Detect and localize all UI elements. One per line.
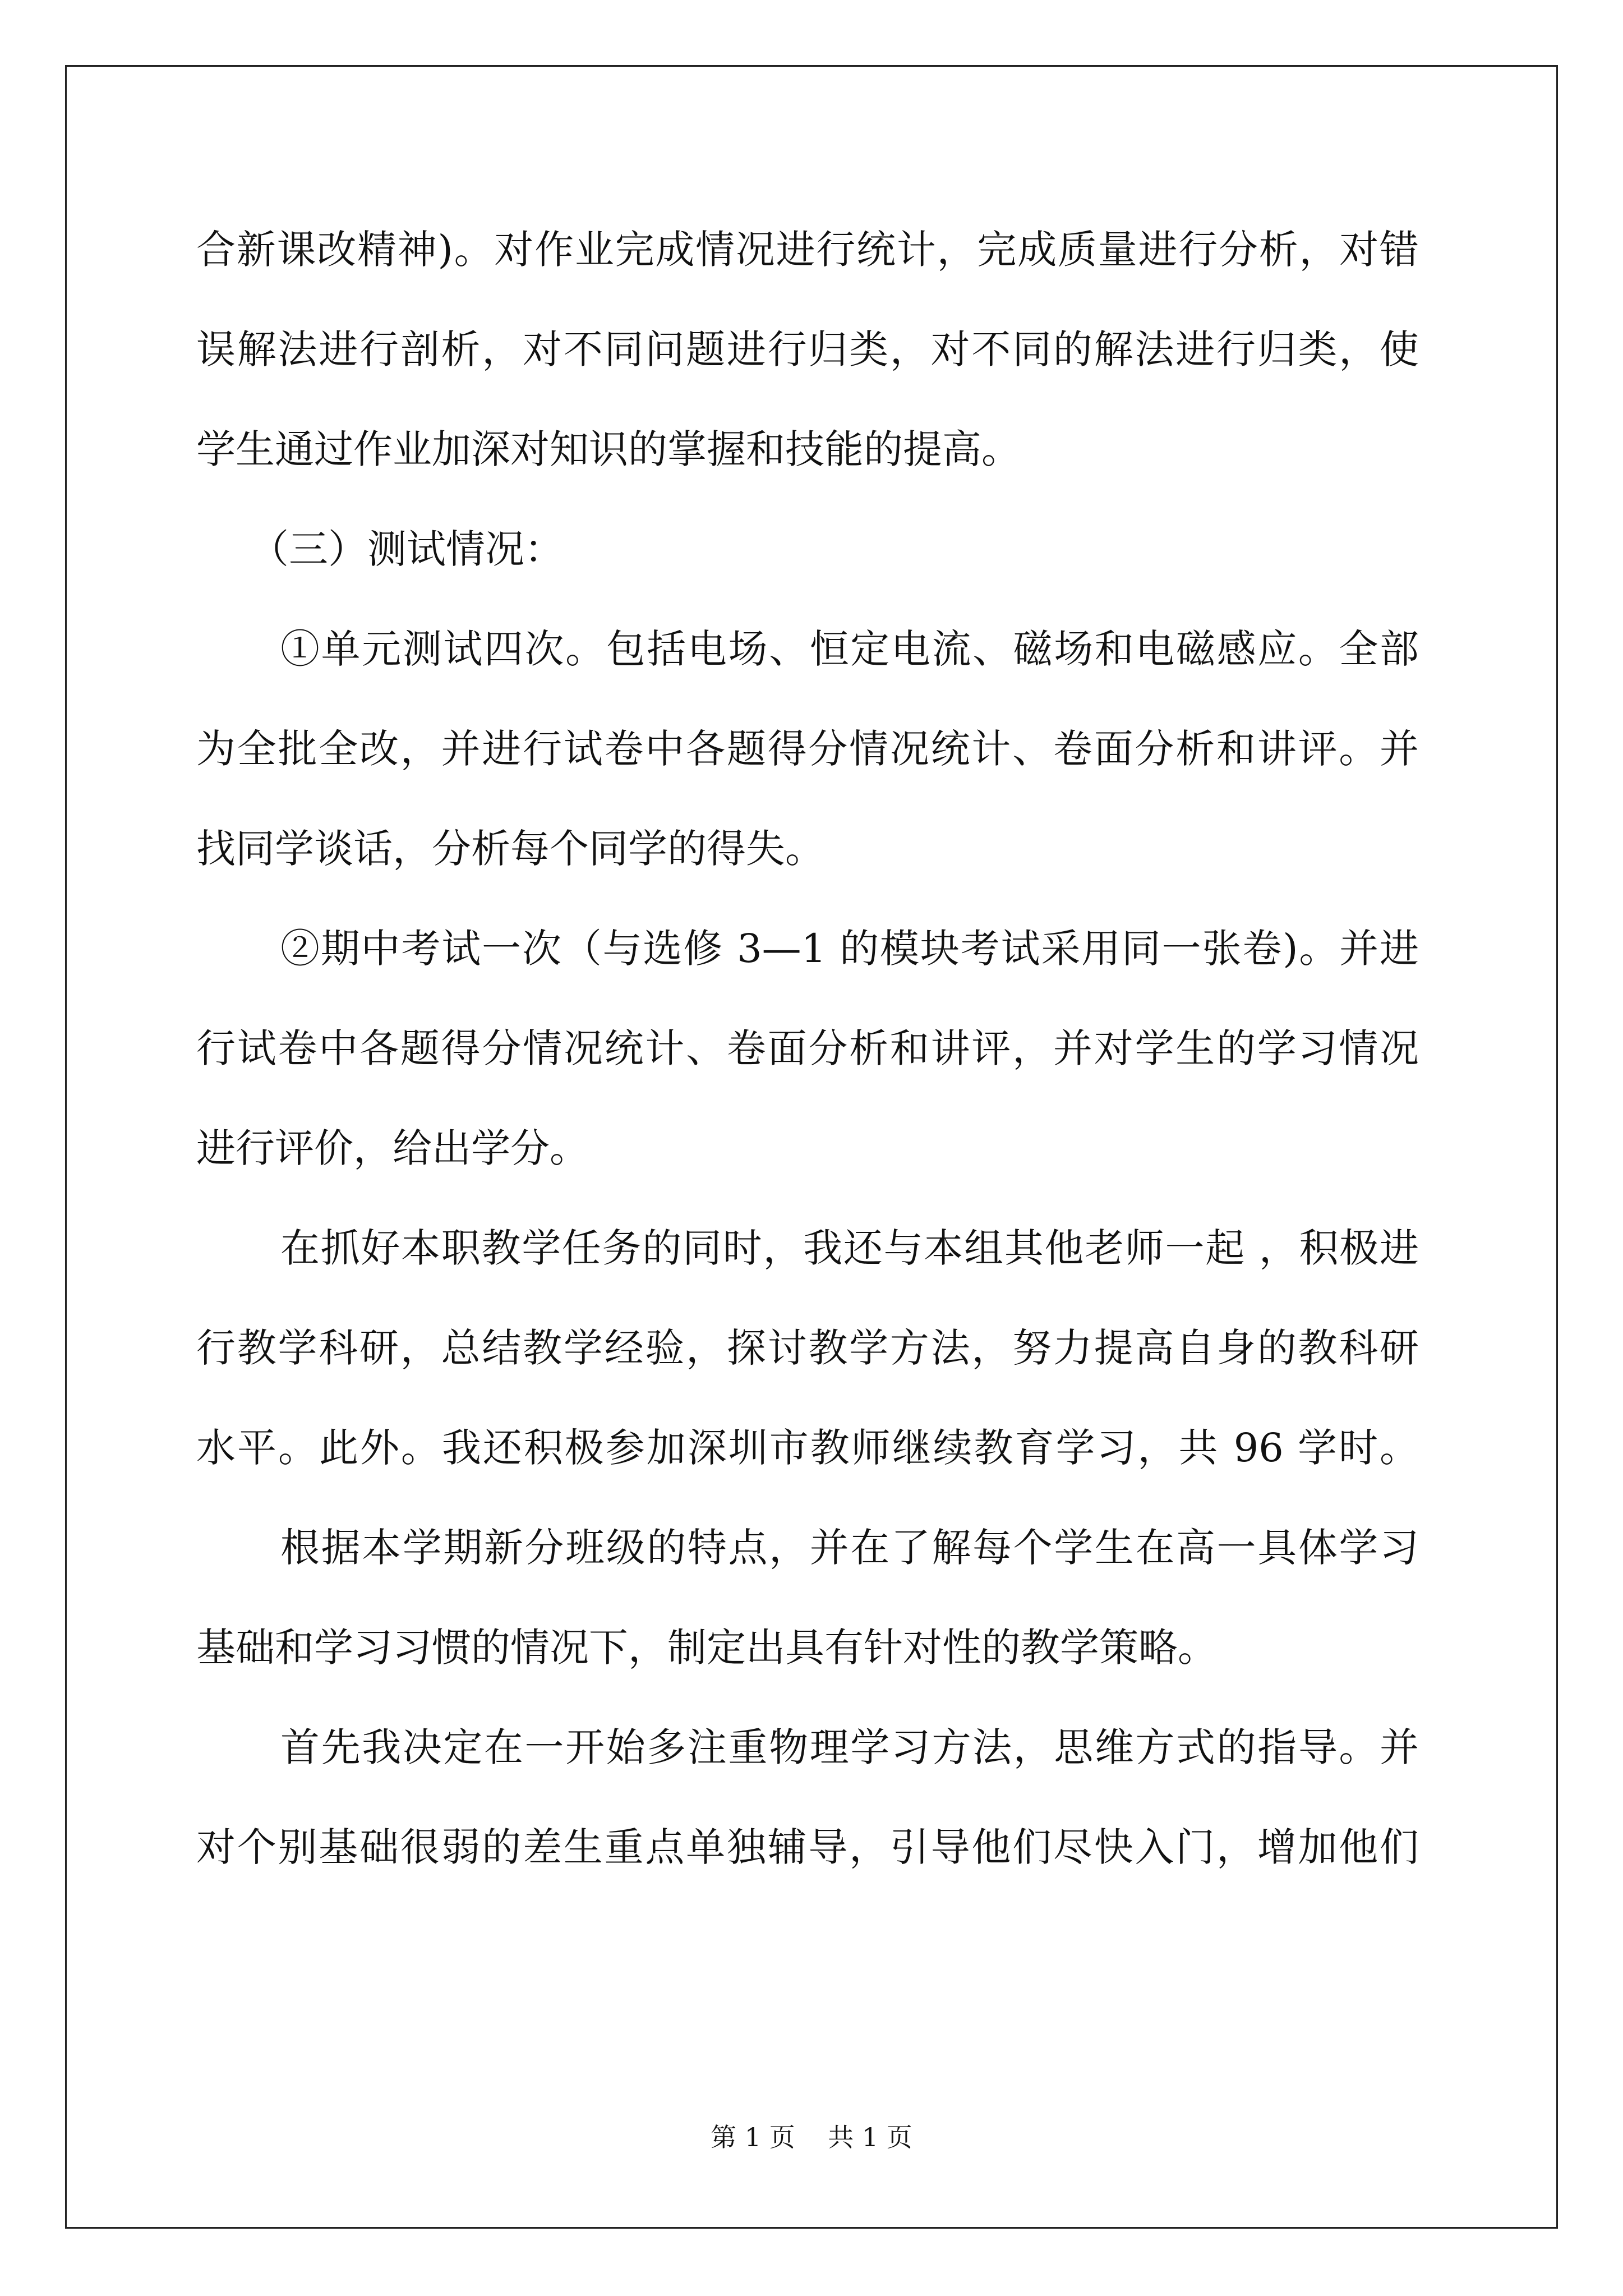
text-line: 行试卷中各题得分情况统计、卷面分析和讲评，并对学生的学习情况 bbox=[196, 1025, 1419, 1071]
text-line: 基础和学习习惯的情况下，制定出具有针对性的教学策略。 bbox=[196, 1625, 1217, 1671]
text-line: 对个别基础很弱的差生重点单独辅导，引导他们尽快入门，增加他们 bbox=[196, 1824, 1419, 1870]
text-line: 首先我决定在一开始多注重物理学习方法，思维方式的指导。并 bbox=[280, 1724, 1419, 1770]
text-line: 找同学谈话，分析每个同学的得失。 bbox=[196, 826, 824, 872]
text-line: ②期中考试一次（与选修 3—1 的模块考试采用同一张卷)。并进 bbox=[280, 926, 1419, 972]
text-line: 为全批全改，并进行试卷中各题得分情况统计、卷面分析和讲评。并 bbox=[196, 726, 1419, 772]
text-line: 学生通过作业加深对知识的掌握和技能的提高。 bbox=[196, 426, 1021, 472]
text-line: 在抓好本职教学任务的同时，我还与本组其他老师一起 ，积极进 bbox=[280, 1225, 1419, 1271]
text-line: 合新课改精神)。对作业完成情况进行统计，完成质量进行分析，对错 bbox=[196, 227, 1419, 273]
text-line: 进行评价，给出学分。 bbox=[196, 1125, 589, 1171]
text-line: 根据本学期新分班级的特点，并在了解每个学生在高一具体学习 bbox=[280, 1525, 1419, 1571]
text-line: 行教学科研，总结教学经验，探讨教学方法，努力提高自身的教科研 bbox=[196, 1325, 1419, 1371]
page-number-footer: 第 1 页 共 1 页 bbox=[711, 2122, 912, 2152]
text-line: 水平。此外。我还积极参加深圳市教师继续教育学习，共 96 学时。 bbox=[196, 1425, 1419, 1471]
text-line: 误解法进行剖析，对不同问题进行归类，对不同的解法进行归类，使 bbox=[196, 326, 1419, 372]
section-heading: （三）测试情况： bbox=[250, 526, 564, 572]
text-line: ①单元测试四次。包括电场、恒定电流、磁场和电磁感应。全部 bbox=[280, 626, 1419, 672]
